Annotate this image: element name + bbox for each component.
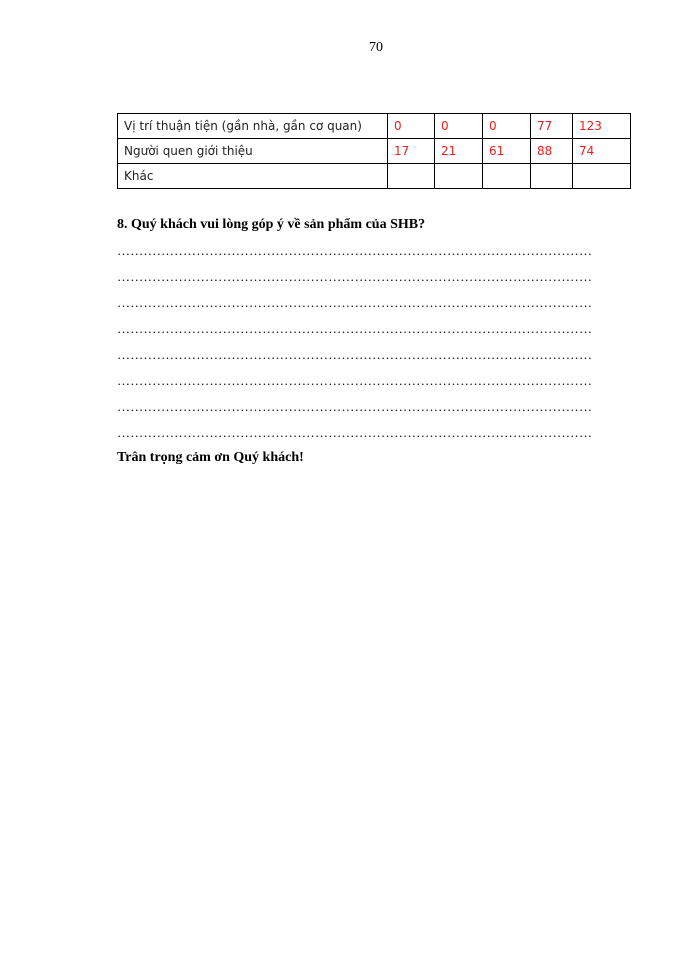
table-row — [118, 164, 631, 189]
answer-line: ……………………………………………………………………………………………… — [117, 426, 593, 440]
answer-line: ……………………………………………………………………………………………… — [117, 348, 593, 362]
row-label: Khác — [118, 164, 388, 189]
table-cell: 21 — [435, 139, 483, 164]
table-cell: 0 — [483, 114, 531, 139]
table-cell: 123 — [573, 114, 631, 139]
answer-area — [117, 244, 617, 452]
row-label: Người quen giới thiệu — [118, 139, 388, 164]
table-cell — [573, 164, 631, 189]
table-cell — [435, 164, 483, 189]
table-cell — [388, 164, 435, 189]
table-row — [118, 114, 631, 139]
table-cell: 0 — [435, 114, 483, 139]
table-cell: 74 — [573, 139, 631, 164]
table-cell: 17 — [388, 139, 435, 164]
answer-line: ……………………………………………………………………………………………… — [117, 270, 593, 284]
answer-line: ……………………………………………………………………………………………… — [117, 400, 593, 414]
question-heading: 8. Quý khách vui lòng góp ý về sản phẩm của SHB? — [117, 217, 426, 232]
answer-line: ……………………………………………………………………………………………… — [117, 244, 593, 258]
table-cell: 0 — [388, 114, 435, 139]
page-number: 70 — [369, 40, 383, 55]
table-cell: 77 — [531, 114, 573, 139]
table-row — [118, 139, 631, 164]
survey-table — [117, 113, 631, 189]
table-cell — [531, 164, 573, 189]
table-cell: 61 — [483, 139, 531, 164]
answer-line: ……………………………………………………………………………………………… — [117, 322, 593, 336]
answer-line: ……………………………………………………………………………………………… — [117, 296, 593, 310]
table-cell: 88 — [531, 139, 573, 164]
answer-line: ……………………………………………………………………………………………… — [117, 374, 593, 388]
table-cell — [483, 164, 531, 189]
closing-text: Trân trọng cảm ơn Quý khách! — [117, 450, 304, 465]
row-label: Vị trí thuận tiện (gần nhà, gần cơ quan) — [118, 114, 388, 139]
